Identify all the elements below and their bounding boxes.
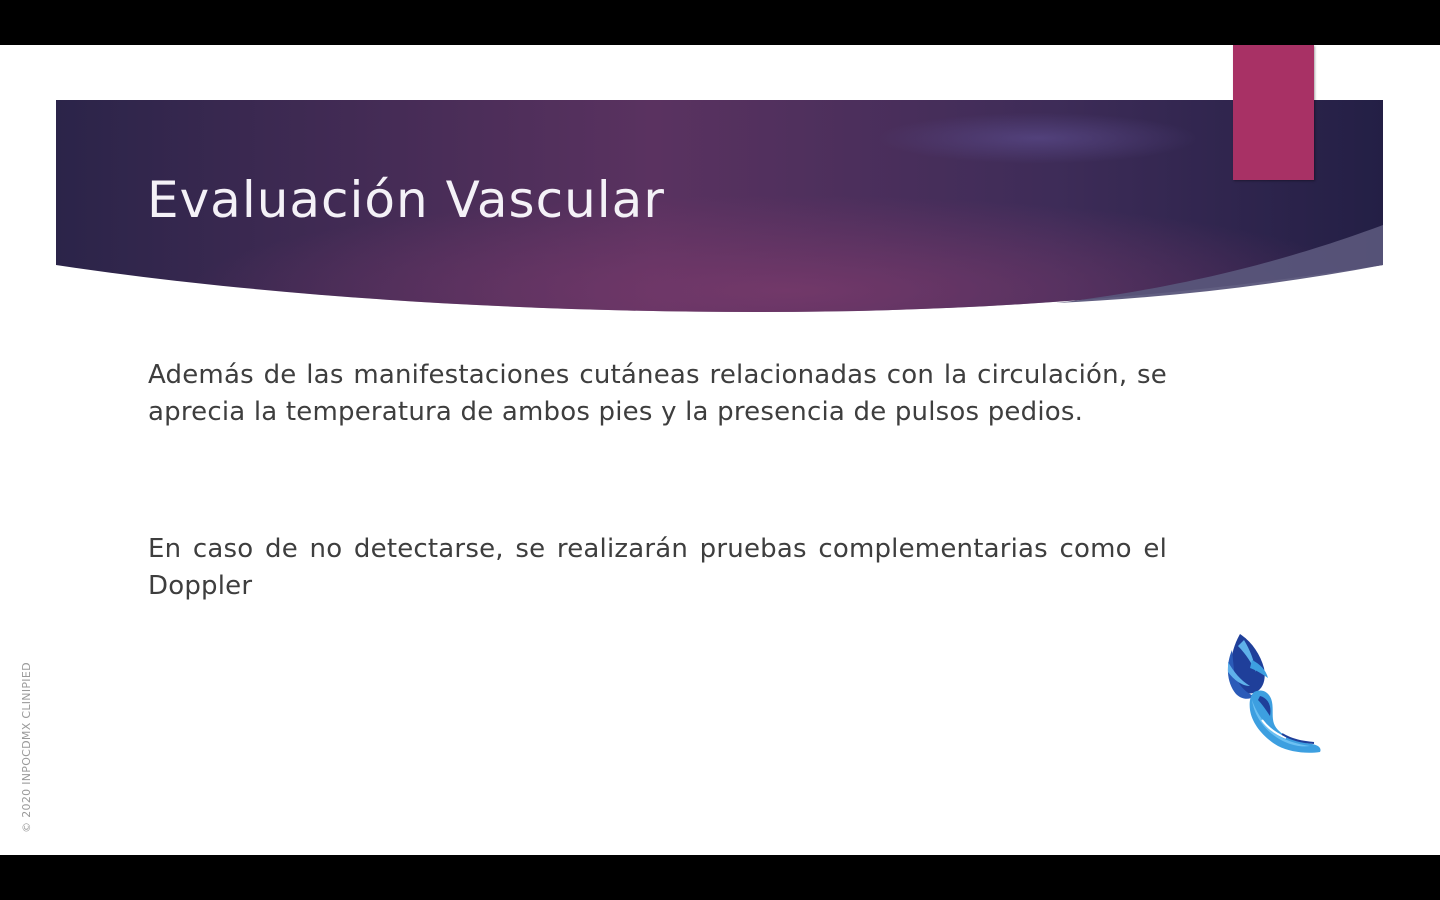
winged-foot-logo-icon <box>1222 630 1326 754</box>
slide-title: Evaluación Vascular <box>147 171 665 229</box>
slide <box>0 45 1440 855</box>
copyright-text: © 2020 INPOCDMX CLINIPIED <box>19 661 33 833</box>
copyright-notice <box>15 642 37 852</box>
body-paragraph-1: Además de las manifestaciones cutáneas relacionadas con la circulación, se aprecia la temperatura de ambos pies y la presencia de pulsos pedios. <box>148 360 1167 427</box>
accent-tab <box>1233 45 1314 180</box>
body-paragraph-2: En caso de no detectarse, se realizarán pruebas complementarias como el Doppler <box>148 534 1167 601</box>
